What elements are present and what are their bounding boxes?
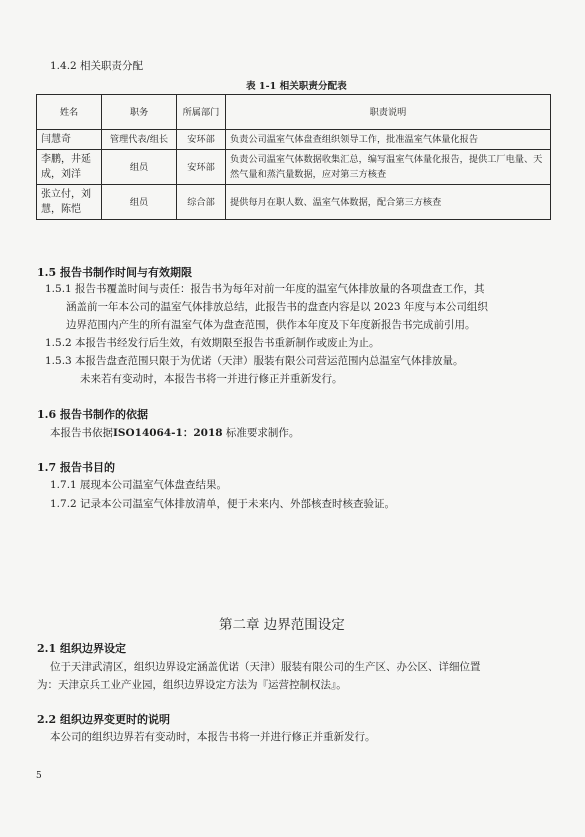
table-header: 职务 [102,95,177,130]
table-cell: 安环部 [177,130,226,150]
page-number: 5 [36,771,42,781]
table-cell: 张立付，刘慧，陈恺 [37,185,102,220]
table-caption: 表 1-1 相关职责分配表 [246,81,347,92]
table-cell: 负责公司温室气体盘查组织领导工作，批准温室气体量化报告 [226,130,551,150]
paragraph-1-7-1: 1.7.1 展现本公司温室气体盘查结果。 [50,479,228,491]
paragraph-1-5-1: 1.5.1 报告书覆盖时间与责任：报告书为每年对前一年度的温室气体排放量的各项盘查工作，其 [45,283,485,295]
table-header: 所属部门 [177,95,226,130]
table-cell: 提供每月在职人数、温室气体数据，配合第三方核查 [226,185,551,220]
table-row [37,185,551,220]
standard-name: ISO14064-1：2018 [113,427,223,439]
table-header: 职责说明 [226,95,551,130]
table-header: 姓名 [37,95,102,130]
paragraph-2-1: 位于天津武清区，组织边界设定涵盖优诺（天津）服装有限公司的生产区、办公区、详细位置 [50,661,481,673]
table-cell: 负责公司温室气体数据收集汇总，编写温室气体量化报告，提供工厂电量、天然气量和蒸汽量数据，应对第三方核查 [226,150,551,185]
paragraph-1-5-1-cont: 涵盖前一年本公司的温室气体排放总结，此报告书的盘查内容是以 2023 年度与本公司组织 [66,301,488,313]
paragraph-1-5-1-cont: 边界范围内产生的所有温室气体为盘查范围，供作本年度及下年度新报告书完成前引用。 [66,319,476,331]
section-heading-2-2: 2.2 组织边界变更时的说明 [37,713,170,726]
duty-table [36,94,551,220]
table-cell: 安环部 [177,150,226,185]
section-heading-1-5: 1.5 报告书制作时间与有效期限 [37,266,192,279]
paragraph-1-5-3-cont: 未来若有变动时，本报告书将一并进行修正并重新发行。 [80,373,343,385]
paragraph-2-2: 本公司的组织边界若有变动时，本报告书将一并进行修正并重新发行。 [50,731,376,743]
basis-text: 本报告书依据 [50,427,113,439]
table-cell: 组员 [102,185,177,220]
basis-text-end: 标准要求制作。 [222,427,300,439]
table-row [37,150,551,185]
table-cell: 综合部 [177,185,226,220]
paragraph-1-6 [50,425,299,440]
paragraph-1-7-2: 1.7.2 记录本公司温室气体排放清单，便于未来内、外部核查时核查验证。 [50,498,396,510]
section-heading-1-7: 1.7 报告书目的 [37,461,115,474]
paragraph-1-5-3: 1.5.3 本报告盘查范围只限于为优诺（天津）服装有限公司营运范围内总温室气体排放量。 [45,355,464,367]
paragraph-1-5-2: 1.5.2 本报告书经发行后生效，有效期限至报告书重新制作或废止为止。 [45,337,380,349]
table-cell: 李鹏，井延成，刘洋 [37,150,102,185]
table-cell: 闫慧奇 [37,130,102,150]
chapter-title: 第二章 边界范围设定 [219,617,345,633]
table-cell: 管理代表/组长 [102,130,177,150]
paragraph-2-1-cont: 为：天津京兵工业产业园，组织边界设定方法为『运营控制权法』。 [37,679,347,691]
section-heading-1-4-2: 1.4.2 相关职责分配 [50,60,144,72]
table-header-row [37,95,551,130]
section-heading-1-6: 1.6 报告书制作的依据 [37,408,148,421]
table-row [37,130,551,150]
section-heading-2-1: 2.1 组织边界设定 [37,642,126,655]
table-cell: 组员 [102,150,177,185]
